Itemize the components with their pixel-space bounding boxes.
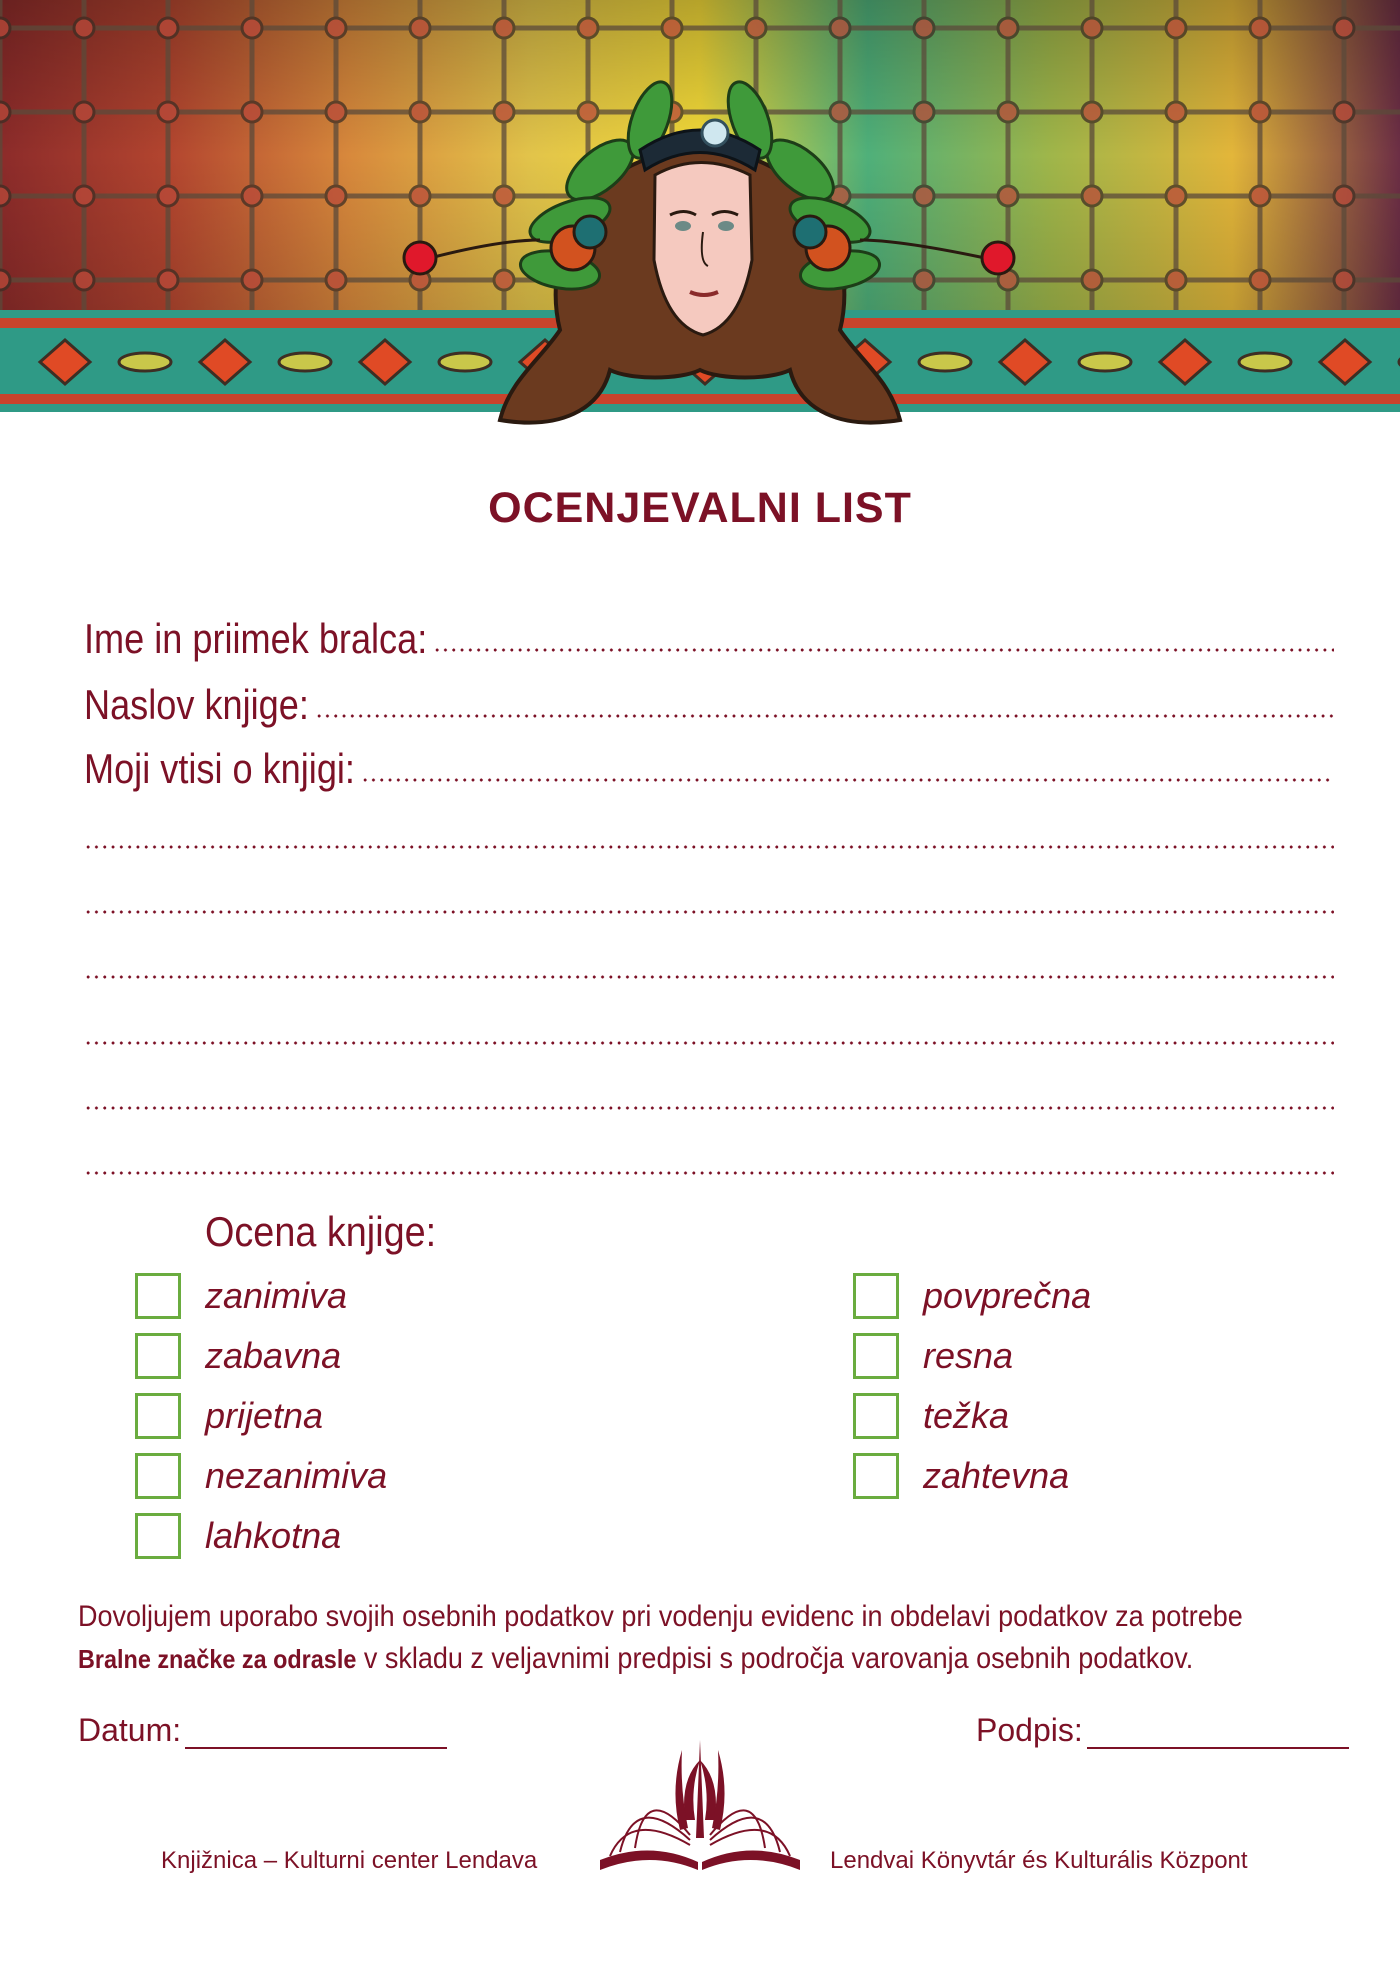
form-line-8[interactable]: [84, 1069, 1334, 1125]
stained-glass-woman-illustration: [0, 0, 1400, 440]
option-label: zahtevna: [923, 1455, 1070, 1496]
form-line-7[interactable]: [84, 1004, 1334, 1060]
signature-field[interactable]: [976, 1712, 1349, 1749]
dotted-fill-line[interactable]: [84, 909, 1334, 915]
form-line-4[interactable]: [84, 808, 1334, 864]
consent-line-2: [78, 1638, 1221, 1680]
dotted-fill-line[interactable]: [315, 713, 1334, 719]
form-title: OCENJEVALNI LIST: [488, 484, 912, 532]
consent-bold: Bralne značke za odrasle: [78, 1644, 357, 1674]
option-label: nezanimiva: [205, 1455, 388, 1496]
dotted-fill-line[interactable]: [433, 647, 1334, 653]
open-book-wheat-logo: [590, 1720, 810, 1880]
form-line-5[interactable]: [84, 873, 1334, 929]
checkbox[interactable]: [853, 1393, 899, 1439]
form-line-label: Moji vtisi o knjigi:: [84, 745, 355, 792]
form-line-6[interactable]: [84, 938, 1334, 994]
form-line-9[interactable]: [84, 1134, 1334, 1190]
dotted-fill-line[interactable]: [84, 1105, 1334, 1111]
dotted-fill-line[interactable]: [84, 844, 1334, 850]
checkbox[interactable]: [853, 1273, 899, 1319]
checkbox[interactable]: [135, 1453, 181, 1499]
option-label: zabavna: [205, 1335, 342, 1376]
rating-title: Ocena knjige:: [205, 1208, 437, 1255]
date-underline[interactable]: [185, 1717, 447, 1749]
checkbox[interactable]: [135, 1393, 181, 1439]
signature-label: Podpis:: [976, 1712, 1083, 1748]
signature-underline[interactable]: [1087, 1717, 1349, 1749]
checkbox[interactable]: [135, 1513, 181, 1559]
form-line-label: Ime in priimek bralca:: [84, 615, 428, 662]
form-line-2[interactable]: [84, 677, 1334, 733]
rating-left-option[interactable]: [135, 1328, 341, 1384]
stained-glass-banner: [0, 0, 1400, 440]
rating-left-option[interactable]: [135, 1508, 341, 1564]
option-label: zanimiva: [205, 1275, 348, 1316]
rating-left-option[interactable]: [135, 1448, 387, 1504]
dotted-fill-line[interactable]: [361, 777, 1334, 783]
checkbox[interactable]: [853, 1453, 899, 1499]
option-label: težka: [923, 1395, 1010, 1436]
option-label: lahkotna: [205, 1515, 342, 1556]
dotted-fill-line[interactable]: [84, 1040, 1334, 1046]
form-line-label: Naslov knjige:: [84, 681, 309, 728]
checkbox[interactable]: [135, 1273, 181, 1319]
rating-left-option[interactable]: [135, 1388, 323, 1444]
rating-right-option[interactable]: [853, 1328, 1013, 1384]
form-line-3[interactable]: [84, 741, 1334, 797]
dotted-fill-line[interactable]: [84, 1170, 1334, 1176]
dotted-fill-line[interactable]: [84, 974, 1334, 980]
option-label: povprečna: [923, 1275, 1092, 1316]
checkbox[interactable]: [135, 1333, 181, 1379]
rating-right-option[interactable]: [853, 1268, 1091, 1324]
date-field[interactable]: [78, 1712, 447, 1749]
checkbox[interactable]: [853, 1333, 899, 1379]
form-line-1[interactable]: [84, 611, 1334, 667]
option-label: prijetna: [205, 1395, 324, 1436]
rating-right-option[interactable]: [853, 1448, 1069, 1504]
footer-left: Knjižnica – Kulturni center Lendava: [161, 1847, 538, 1874]
option-label: resna: [923, 1335, 1014, 1376]
consent-line-1: Dovoljujem uporabo svojih osebnih podatkov pri vodenju evidenc in obdelavi podatkov za potrebe: [78, 1600, 1243, 1633]
date-label: Datum:: [78, 1712, 182, 1748]
rating-left-option[interactable]: [135, 1268, 347, 1324]
rating-right-option[interactable]: [853, 1388, 1009, 1444]
footer-right: Lendvai Könyvtár és Kulturális Központ: [830, 1847, 1248, 1874]
consent-line-2-rest: v skladu z veljavnimi predpisi s področja varovanja osebnih podatkov.: [356, 1642, 1194, 1675]
consent-text: [78, 1596, 1348, 1680]
